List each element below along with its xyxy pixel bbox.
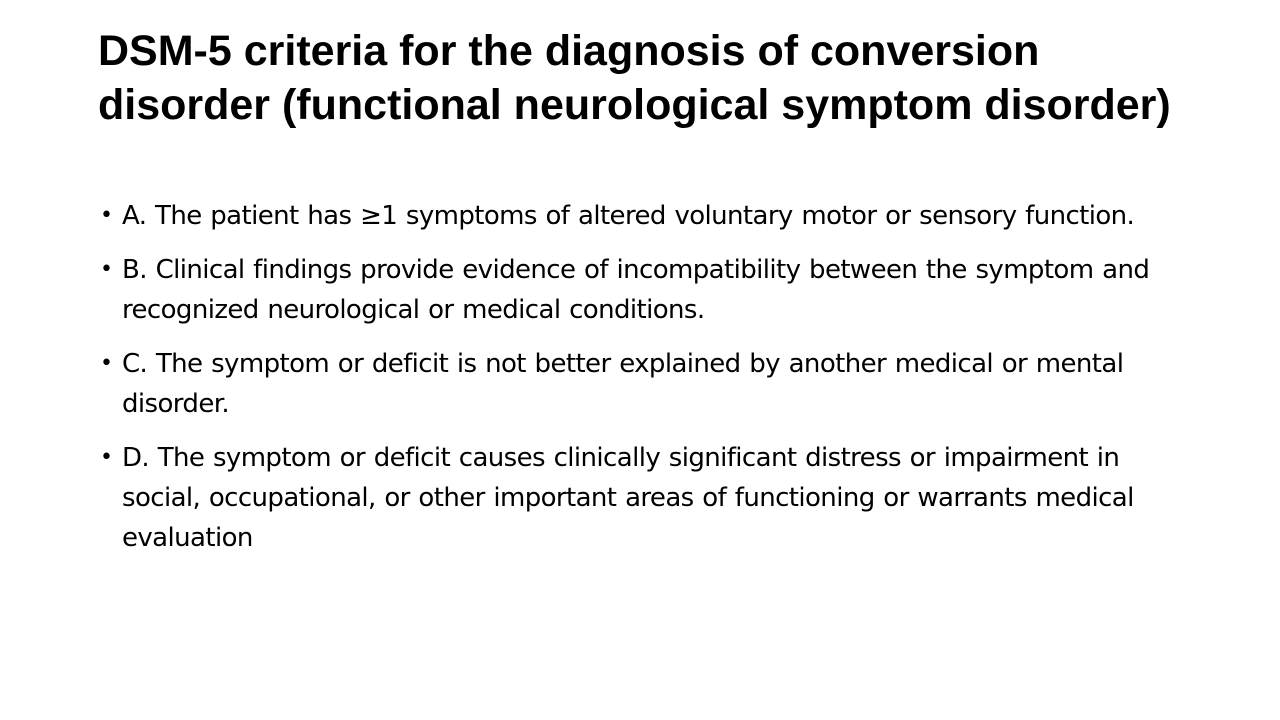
criterion-text: C. The symptom or deficit is not better explained by another medical or mental disorder. xyxy=(122,349,1124,419)
criterion-text: D. The symptom or deficit causes clinically significant distress or impairment in social, occupational, or other important areas of functioning or warrants medical evaluation xyxy=(122,443,1134,553)
criterion-b xyxy=(98,250,1188,330)
bullet-icon: • xyxy=(100,351,113,376)
bullet-icon: • xyxy=(100,445,113,470)
criterion-a xyxy=(98,196,1188,236)
criterion-text: B. Clinical findings provide evidence of incompatibility between the symptom and recognized neurological or medical conditions. xyxy=(122,255,1150,325)
bullet-icon: • xyxy=(100,203,113,228)
criterion-text: A. The patient has ≥1 symptoms of altered voluntary motor or sensory function. xyxy=(122,201,1135,231)
criteria-list xyxy=(98,196,1188,572)
slide-title: DSM-5 criteria for the diagnosis of conversion disorder (functional neurological symptom disorder) xyxy=(98,27,1171,129)
criterion-c xyxy=(98,344,1188,424)
criterion-d xyxy=(98,438,1188,558)
bullet-icon: • xyxy=(100,257,113,282)
